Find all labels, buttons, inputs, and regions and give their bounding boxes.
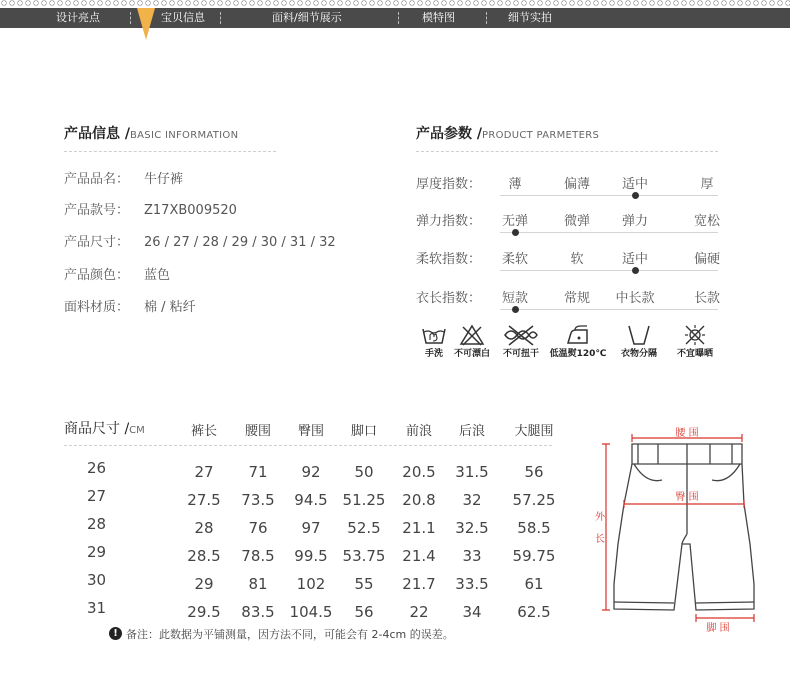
table-cell: 51.25 (342, 491, 386, 509)
table-cell: 32.5 (455, 519, 489, 537)
care-hand-wash (420, 324, 448, 359)
table-cell: 57.25 (512, 491, 556, 509)
info-row-sizes (64, 231, 336, 250)
param-option: 适中 (621, 252, 649, 267)
info-label: 产品颜色： (64, 268, 130, 283)
table-cell: 32 (462, 491, 482, 509)
nav-divider (220, 12, 221, 24)
table-cell: 53.75 (342, 547, 386, 565)
param-label: 厚度指数： (416, 177, 482, 192)
table-cell: 59.75 (512, 547, 556, 565)
param-option: 常规 (563, 291, 591, 306)
care-label: 不宜曝晒 (676, 349, 713, 359)
column-header: 前浪 (405, 424, 433, 439)
size-cell: 27 (87, 487, 107, 505)
param-label: 弹力指数： (416, 214, 482, 229)
size-cell: 29 (87, 543, 107, 561)
column-header: 裤长 (190, 424, 218, 439)
param-selected-marker (512, 229, 519, 236)
param-option: 无弹 (501, 214, 529, 229)
table-cell: 81 (248, 575, 268, 593)
param-option: 偏薄 (563, 177, 591, 192)
shorts-diagram-svg (592, 424, 768, 636)
table-cell: 62.5 (517, 603, 551, 621)
param-option: 短款 (501, 291, 529, 306)
warning-icon: ! (109, 627, 122, 640)
care-label: 不可漂白 (453, 349, 490, 359)
nav-divider (398, 12, 399, 24)
size-cell: 26 (87, 459, 107, 477)
shorts-measurement-diagram (592, 424, 768, 640)
care-label: 手洗 (424, 349, 443, 359)
low-iron-icon (565, 324, 591, 346)
divider (416, 151, 718, 152)
param-option: 弹力 (621, 214, 649, 229)
table-cell: 83.5 (241, 603, 275, 621)
table-cell: 76 (248, 519, 268, 537)
info-row-color (64, 264, 170, 283)
param-option: 薄 (508, 177, 522, 192)
size-cell: 28 (87, 515, 107, 533)
info-label: 面料材质： (64, 300, 130, 315)
info-row-style-no (64, 199, 237, 218)
measurement-note: 备注：此数据为平铺测量，因方法不同，可能会有 2-4cm 的误差。 (126, 628, 454, 641)
care-label: 衣物分隔 (620, 349, 657, 359)
length-label-bottom: 长 (595, 534, 605, 545)
parameters-subtitle: PRODUCT PARMETERS (482, 130, 600, 141)
param-track (500, 309, 718, 310)
section-navbar (0, 8, 790, 28)
param-option: 柔软 (501, 252, 529, 267)
nav-model-photos[interactable]: 模特图 (422, 11, 455, 24)
table-cell: 94.5 (294, 491, 328, 509)
care-low-iron (548, 324, 608, 359)
table-cell: 20.8 (402, 491, 436, 509)
care-label: 低温熨120℃ (549, 349, 607, 359)
param-option: 软 (570, 252, 584, 267)
size-cell: 31 (87, 599, 107, 617)
nav-divider (130, 12, 131, 24)
column-header: 脚口 (350, 424, 378, 439)
table-cell: 99.5 (294, 547, 328, 565)
size-table-unit: CM (129, 425, 145, 436)
table-cell: 71 (248, 463, 268, 481)
table-cell: 34 (462, 603, 482, 621)
table-cell: 22 (409, 603, 429, 621)
table-cell: 56 (524, 463, 544, 481)
param-option: 适中 (621, 177, 649, 192)
table-cell: 21.1 (402, 519, 436, 537)
info-row-name (64, 168, 183, 187)
shorts-outline (614, 444, 754, 610)
param-selected-marker (632, 267, 639, 274)
hip-label: 臀 围 (675, 492, 699, 503)
info-row-material (64, 296, 196, 315)
param-track (500, 270, 718, 271)
care-no-wring (498, 324, 544, 359)
table-cell: 50 (354, 463, 374, 481)
table-cell: 33 (462, 547, 482, 565)
info-label: 产品品名： (64, 172, 130, 187)
table-cell: 55 (354, 575, 374, 593)
table-cell: 104.5 (289, 603, 333, 621)
product-info-subtitle: BASIC INFORMATION (130, 130, 239, 141)
param-option: 微弹 (563, 214, 591, 229)
care-label: 不可扭干 (502, 349, 539, 359)
param-option: 长款 (693, 291, 721, 306)
care-no-bleach (450, 324, 494, 359)
nav-product-info[interactable]: 宝贝信息 (161, 11, 205, 24)
info-label: 产品尺寸： (64, 235, 130, 250)
param-track (500, 195, 718, 196)
parameters-heading (416, 123, 599, 143)
param-option: 宽松 (693, 214, 721, 229)
table-cell: 102 (296, 575, 326, 593)
product-info-heading (64, 123, 238, 143)
table-cell: 29 (194, 575, 214, 593)
table-cell: 78.5 (241, 547, 275, 565)
table-cell: 56 (354, 603, 374, 621)
info-value: 蓝色 (144, 268, 171, 283)
info-label: 产品款号： (64, 203, 130, 218)
table-cell: 61 (524, 575, 544, 593)
table-cell: 92 (301, 463, 321, 481)
param-track (500, 232, 718, 233)
table-cell: 97 (301, 519, 321, 537)
column-header: 后浪 (458, 424, 486, 439)
info-value: 26 / 27 / 28 / 29 / 30 / 31 / 32 (144, 235, 336, 250)
size-table-heading (64, 418, 145, 438)
parameters-title: 产品参数 / (416, 126, 482, 142)
table-cell: 28 (194, 519, 214, 537)
table-cell: 31.5 (455, 463, 489, 481)
divider (64, 151, 276, 152)
param-selected-marker (632, 192, 639, 199)
param-option: 偏硬 (693, 252, 721, 267)
table-cell: 21.7 (402, 575, 436, 593)
measure-lines (602, 434, 754, 622)
care-wash-separately (614, 324, 664, 359)
length-label-top: 外 (595, 512, 605, 523)
table-cell: 27.5 (187, 491, 221, 509)
info-value: 牛仔裤 (144, 172, 184, 187)
waist-label: 腰 围 (675, 428, 699, 439)
care-no-sun-dry (668, 324, 722, 359)
table-cell: 21.4 (402, 547, 436, 565)
table-cell: 28.5 (187, 547, 221, 565)
table-cell: 27 (194, 463, 214, 481)
size-cell: 30 (87, 571, 107, 589)
info-value: Z17XB009520 (144, 203, 237, 218)
active-nav-indicator (137, 8, 155, 40)
size-table-title: 商品尺寸 / (64, 421, 130, 437)
table-cell: 58.5 (517, 519, 551, 537)
table-cell: 20.5 (402, 463, 436, 481)
nav-detail-shots[interactable]: 细节实拍 (508, 11, 552, 24)
hem-label: 脚 围 (706, 623, 730, 634)
column-header: 大腿围 (514, 424, 554, 439)
nav-design-highlights[interactable]: 设计亮点 (56, 11, 100, 24)
divider (64, 445, 552, 446)
table-cell: 52.5 (347, 519, 381, 537)
param-label: 衣长指数： (416, 291, 482, 306)
nav-fabric-details[interactable]: 面料/细节展示 (272, 11, 342, 24)
param-selected-marker (512, 306, 519, 313)
param-label: 柔软指数： (416, 252, 482, 267)
hand-wash-icon (421, 324, 447, 346)
no-wring-icon (501, 324, 541, 346)
no-bleach-icon (459, 324, 485, 346)
table-cell: 33.5 (455, 575, 489, 593)
nav-divider (486, 12, 487, 24)
no-sun-dry-icon (682, 324, 708, 346)
column-header: 臀围 (297, 424, 325, 439)
param-option: 厚 (700, 177, 714, 192)
product-info-title: 产品信息 / (64, 126, 130, 142)
top-decorative-border (0, 0, 790, 6)
info-value: 棉 / 粘纤 (144, 300, 196, 315)
table-cell: 73.5 (241, 491, 275, 509)
column-header: 腰围 (244, 424, 272, 439)
param-option: 中长款 (615, 291, 655, 306)
table-cell: 29.5 (187, 603, 221, 621)
wash-separately-icon (626, 324, 652, 346)
